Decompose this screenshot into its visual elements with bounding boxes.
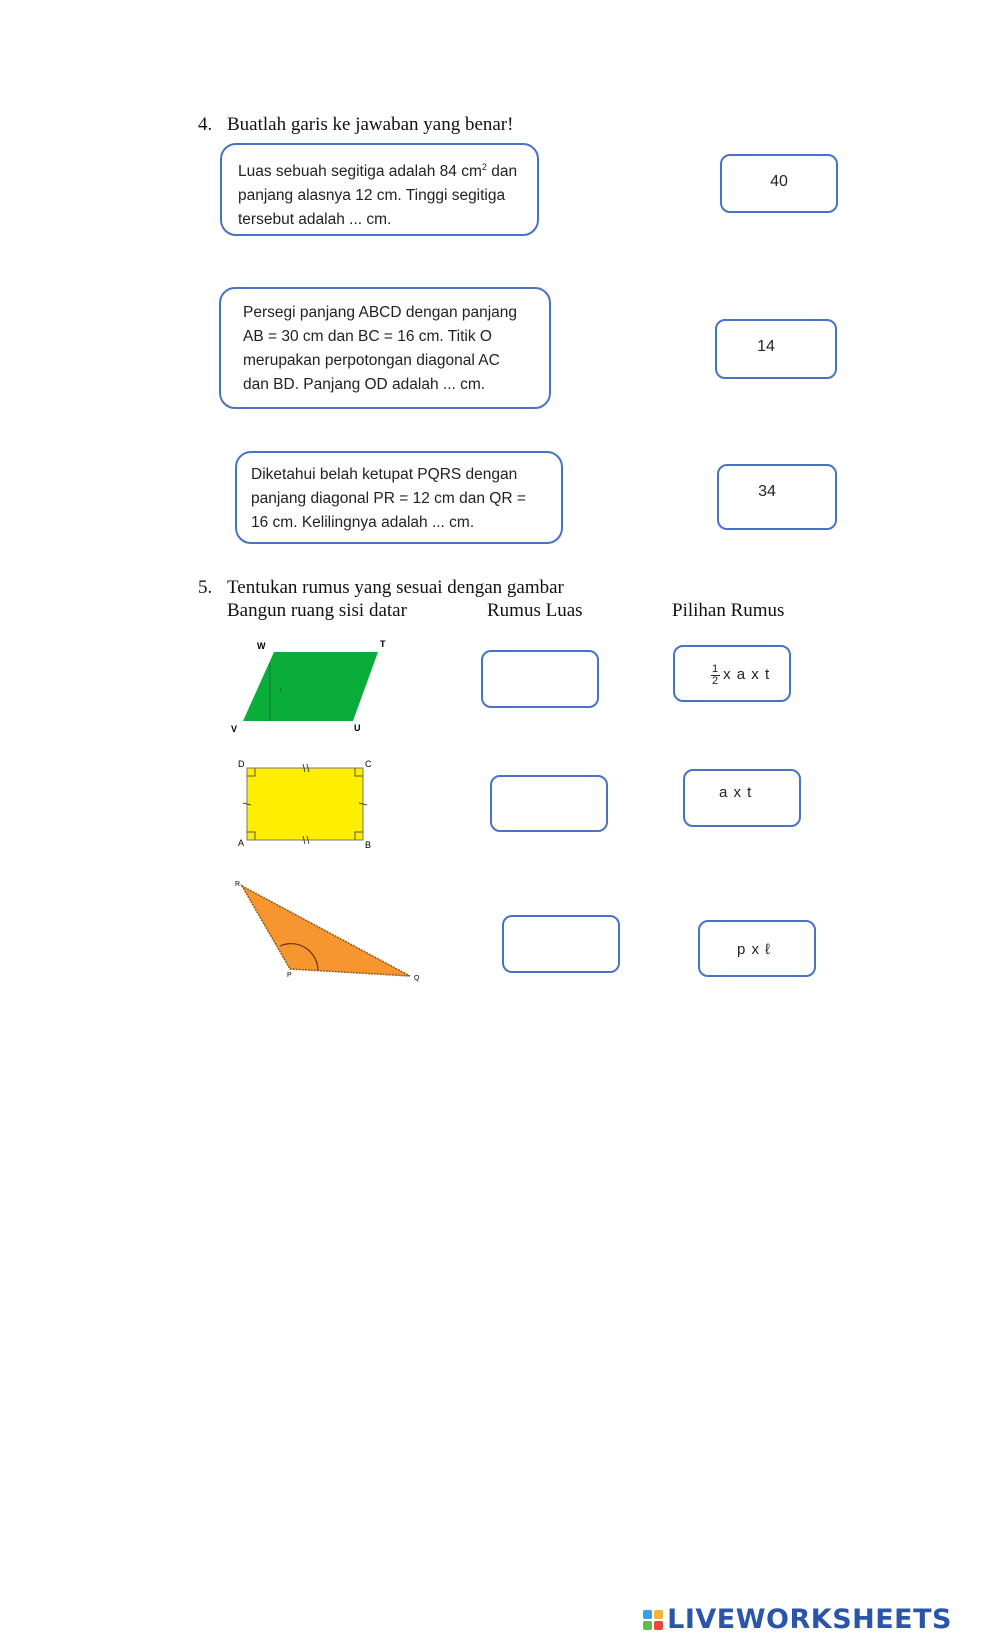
formula-option-axt[interactable]: a x t: [683, 769, 801, 827]
q4-answer-1[interactable]: 40: [720, 154, 838, 213]
rectangle-fill: [247, 768, 363, 840]
label-height: t: [280, 688, 282, 694]
label-t: T: [380, 639, 386, 649]
label-p: P: [287, 972, 292, 979]
formula-input-1[interactable]: [481, 650, 599, 708]
label-w: W: [257, 641, 266, 651]
q4-number: 4.: [198, 114, 213, 135]
q5-number: 5.: [198, 577, 213, 598]
fraction-half: $\frac{1}{2}$: [712, 662, 720, 687]
triangle-shape: [230, 874, 430, 984]
q5-instruction: Tentukan rumus yang sesuai dengan gambar: [227, 577, 564, 598]
liveworksheets-logo: [643, 1604, 952, 1635]
parallelogram-fill: [243, 652, 378, 721]
formula-input-2[interactable]: [490, 775, 608, 832]
label-r: R: [235, 881, 241, 888]
q4-instruction: Buatlah garis ke jawaban yang benar!: [227, 114, 514, 135]
q5-col-formula: Rumus Luas: [487, 600, 583, 621]
q4-question-2-text: Persegi panjang ABCD dengan panjang AB = 30 cm dan BC = 16 cm. Titik O merupakan perpotongan diagonal AC dan BD. Panjang OD adalah ... cm.: [243, 304, 518, 393]
q5-col-shapes: Bangun ruang sisi datar: [227, 600, 407, 621]
q4-question-3[interactable]: [235, 451, 563, 544]
label-u: U: [354, 723, 361, 733]
formula-option-half-axt[interactable]: $\frac{1}{2}$ x a x t: [673, 645, 791, 702]
q4-question-1-text: Luas sebuah segitiga adalah 84 $cm^2$ dan panjang alasnya 12 cm. Tinggi segitiga tersebut adalah ... cm.: [238, 162, 518, 229]
label-c: C: [365, 759, 372, 769]
q5-col-options: Pilihan Rumus: [672, 600, 785, 621]
q4-question-3-text: Diketahui belah ketupat PQRS dengan panjang diagonal PR = 12 cm dan QR = 16 cm. Kelilingnya adalah ... cm.: [251, 466, 526, 531]
q4-question-1[interactable]: [220, 143, 539, 236]
q4-answer-3[interactable]: 34: [717, 464, 837, 530]
label-v: V: [231, 724, 238, 734]
label-q: Q: [414, 975, 420, 982]
q4-question-2[interactable]: [219, 287, 551, 409]
label-a: A: [238, 838, 245, 848]
formula-input-3[interactable]: [502, 915, 620, 973]
formula-option-pxl[interactable]: p x ℓ: [698, 920, 816, 977]
logo-text: LIVEWORKSHEETS: [667, 1604, 952, 1635]
rectangle-shape: [230, 756, 380, 854]
q4-answer-2[interactable]: 14: [715, 319, 837, 379]
triangle-fill: [242, 886, 410, 976]
logo-icon: [643, 1610, 663, 1630]
label-b: B: [365, 840, 372, 850]
label-d: D: [238, 759, 245, 769]
parallelogram-shape: [225, 635, 395, 740]
